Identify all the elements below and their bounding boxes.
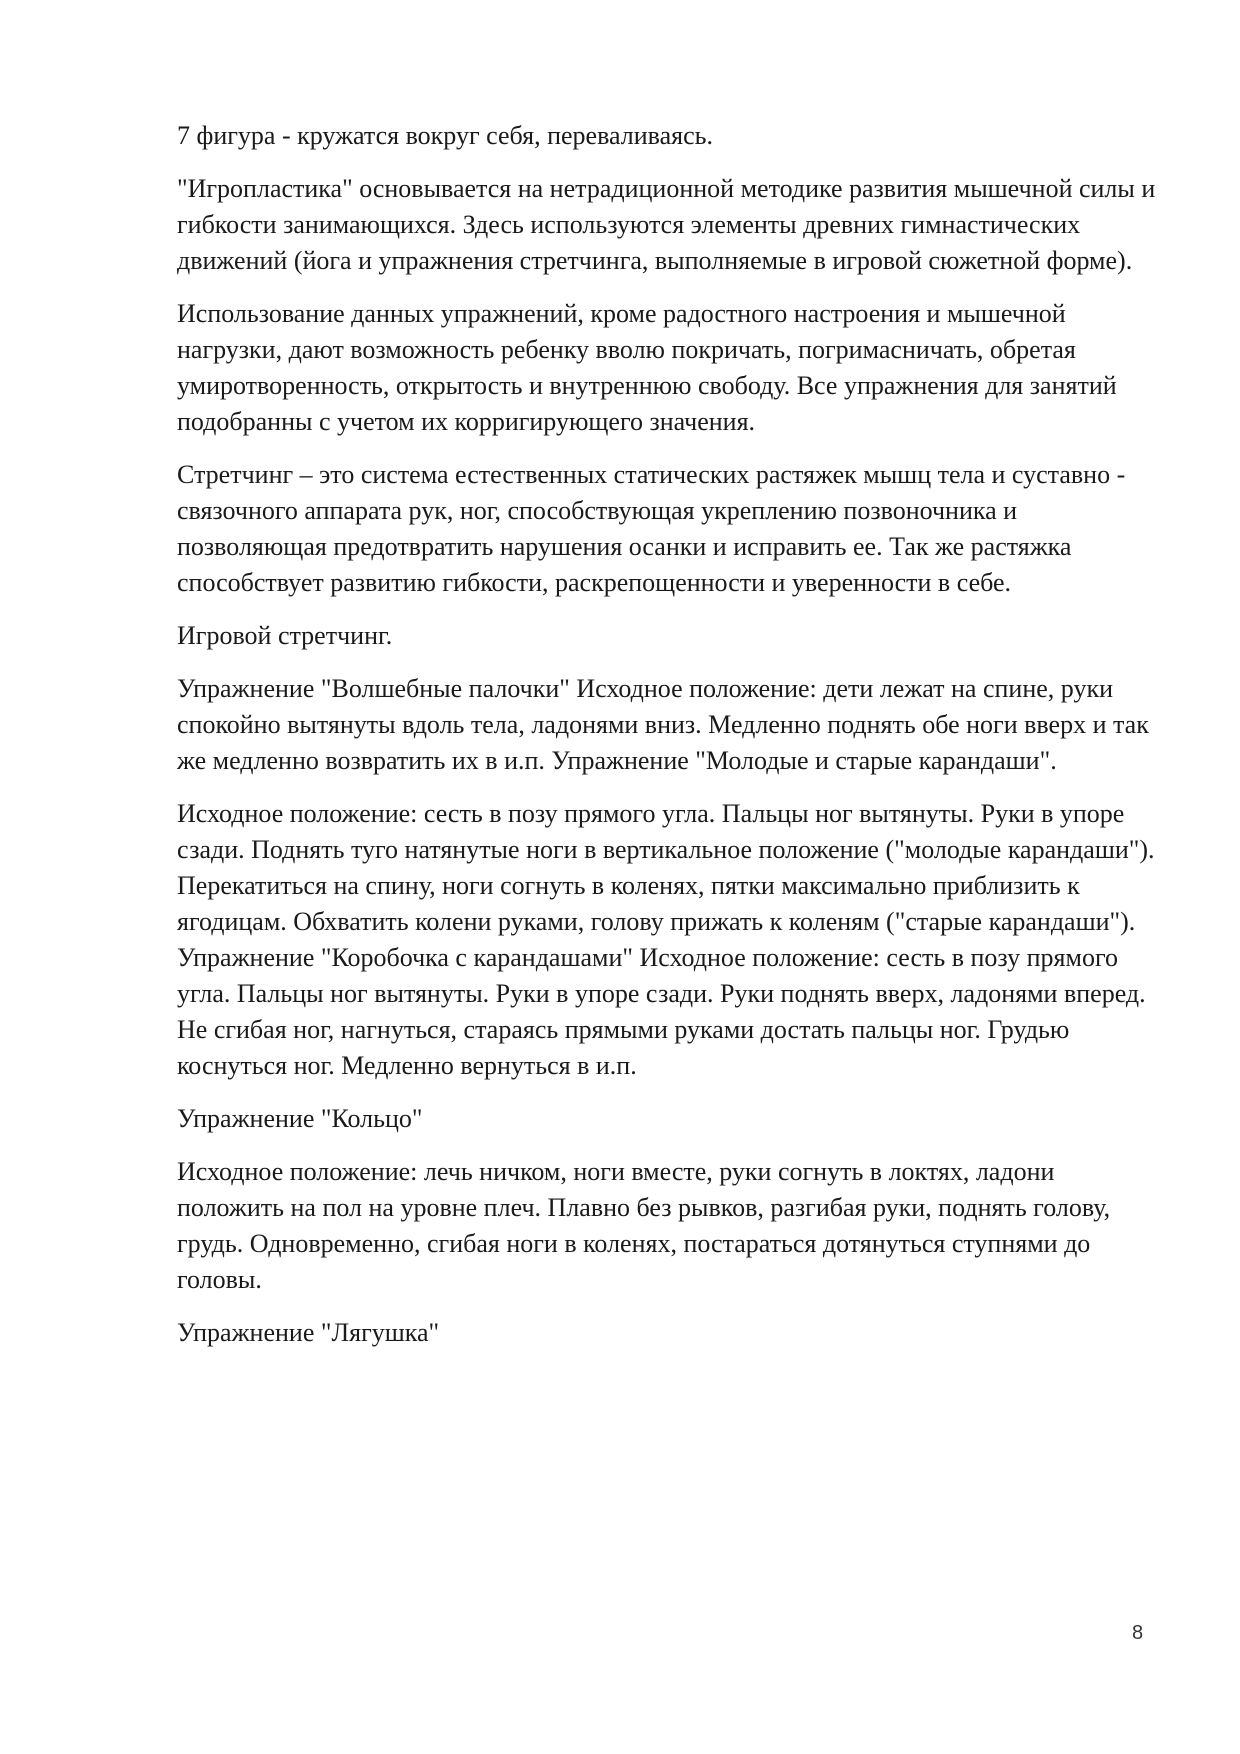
paragraph-exercise-pencils: Исходное положение: сесть в позу прямого угла. Пальцы ног вытянуты. Руки в упоре сзади. Поднять туго натянутые ноги в вертикальное положение ("молодые карандаши"). Перекатиться на спину, ноги согнуть в коленях, пятки максимально приблизить к ягодицам. Обхватить колени руками, голову прижать к коленям ("старые карандаши"). Упражнение "Коробочка с карандашами" Исходное положение: сесть в позу прямого угла. Пальцы ног вытянуты. Руки в упоре сзади. Руки поднять вверх, ладонями вперед. Не сгибая ног, нагнуться, стараясь прямыми руками достать пальцы ног. Грудью коснуться ног. Медленно вернуться в и.п.	[177, 799, 1155, 1080]
page-number: 8	[1132, 1622, 1144, 1644]
paragraph-igroplastika-intro: "Игропластика" основывается на нетрадиционной методике развития мышечной силы и гибкости занимающихся. Здесь используются элементы древних гимнастических движений (йога и упражнения стретчинга, выполняемые в игровой сюжетной форме).	[177, 174, 1156, 275]
paragraph-exercise-benefits: Использование данных упражнений, кроме радостного настроения и мышечной нагрузки, дают возможность ребенку вволю покричать, погримасничать, обретая умиротворенность, открытость и внутреннюю свободу. Все упражнения для занятий подобранны с учетом их корригирующего значения.	[177, 299, 1117, 436]
paragraph-exercise-magic-sticks: Упражнение "Волшебные палочки" Исходное положение: дети лежат на спине, руки спокойно вытянуты вдоль тела, ладонями вниз. Медленно поднять обе ноги вверх и так же медленно возвратить их в и.п. Упражнение "Молодые и старые карандаши".	[177, 674, 1149, 775]
paragraph-exercise-frog-heading: Упражнение "Лягушка"	[177, 1318, 440, 1347]
paragraph-stretching-definition: Стретчинг – это система естественных статических растяжек мышц тела и суставно - связочного аппарата рук, ног, способствующая укреплению позвоночника и позволяющая предотвратить нарушения осанки и исправить ее. Так же растяжка способствует развитию гибкости, раскрепощенности и уверенности в себе.	[177, 460, 1126, 597]
paragraph-game-stretching-heading: Игровой стретчинг.	[177, 621, 393, 650]
document-body	[177, 118, 1157, 1368]
paragraph-exercise-ring-heading: Упражнение "Кольцо"	[177, 1104, 423, 1133]
paragraph-figure-7: 7 фигура - кружатся вокруг себя, переваливаясь.	[177, 121, 713, 150]
paragraph-exercise-ring: Исходное положение: лечь ничком, ноги вместе, руки согнуть в локтях, ладони положить на пол на уровне плеч. Плавно без рывков, разгибая руки, поднять голову, грудь. Одновременно, сгибая ноги в коленях, постараться дотянуться ступнями до головы.	[177, 1157, 1111, 1294]
